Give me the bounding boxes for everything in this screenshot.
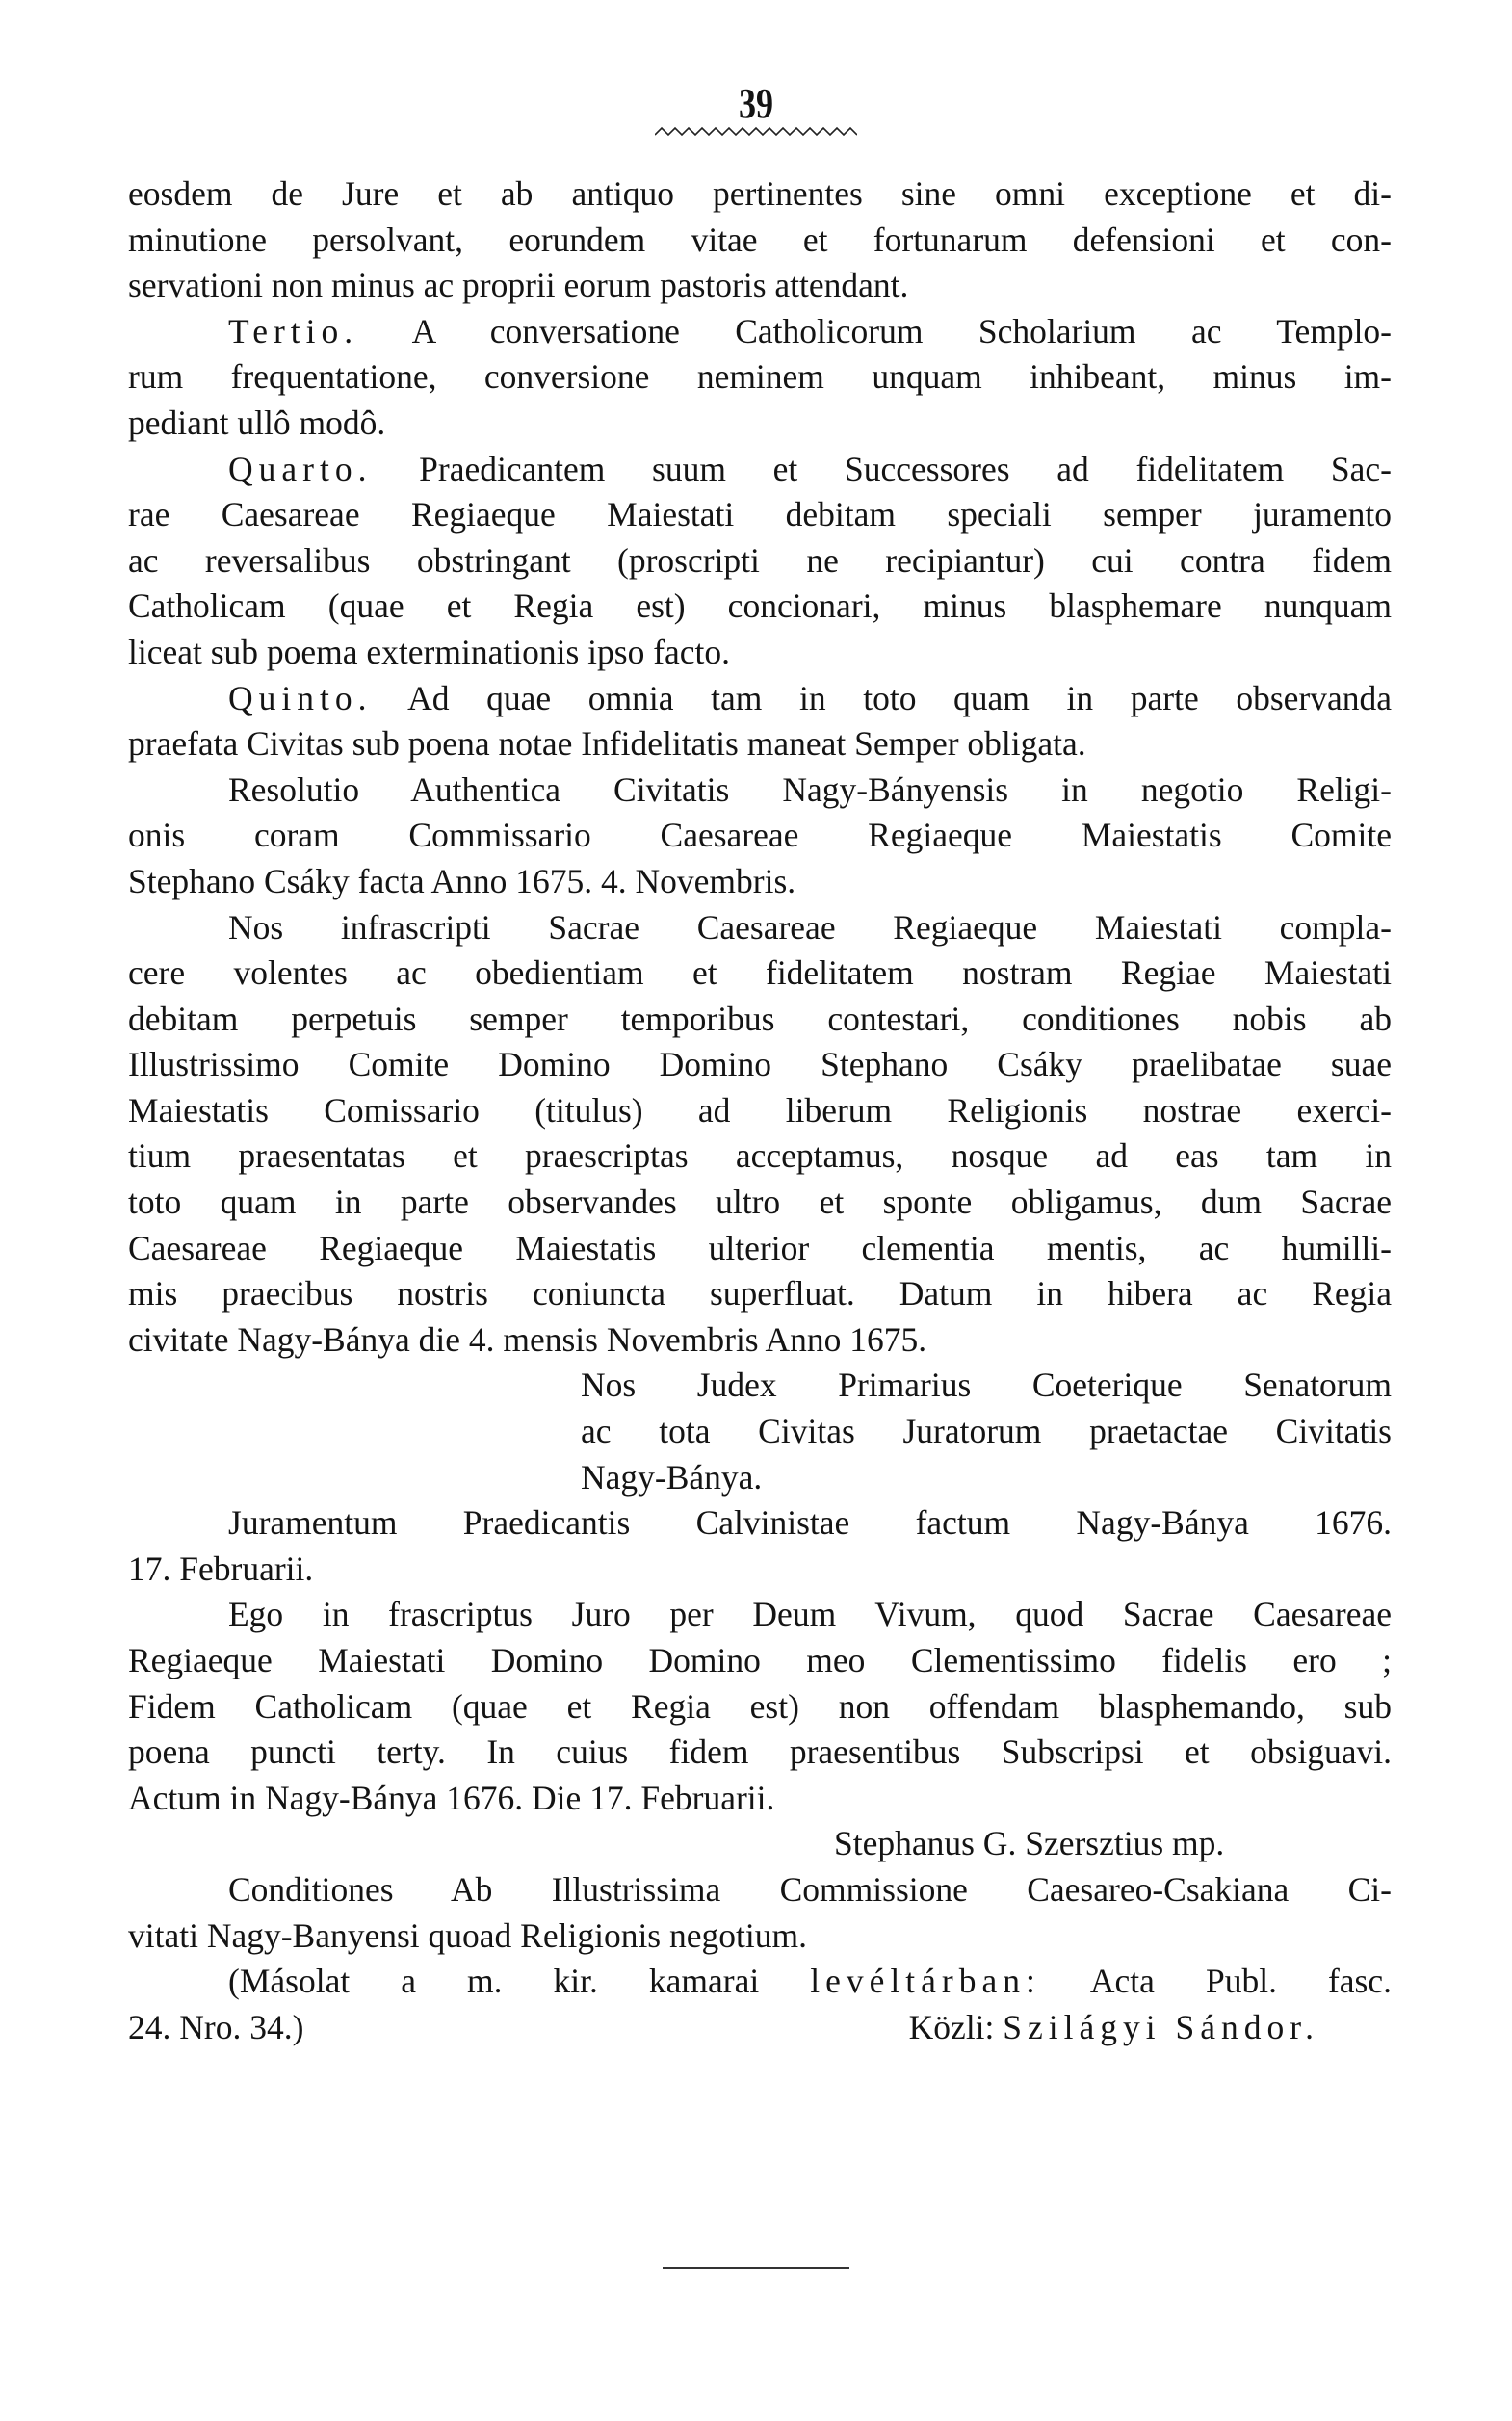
source-note-line [128, 1959, 1392, 2005]
text-line: Maiestatis Comissario (titulus) ad liberum Religionis nostrae exerci- [128, 1090, 1392, 1130]
text-line: Ego in frascriptus Juro per Deum Vivum, quod Sacrae Caesareae [228, 1595, 1392, 1634]
text-line: civitate Nagy-Bánya die 4. mensis Novembris Anno 1675. [128, 1319, 927, 1359]
text-line: ac reversalibus obstringant (proscripti ne recipiantur) cui contra fidem [128, 540, 1392, 580]
text-line: rae Caesareae Regiaeque Maiestati debitam speciali semper juramento [128, 495, 1392, 534]
text-line: poena puncti terty. In cuius fidem praesentibus Subscripsi et obsiguavi. [128, 1732, 1392, 1772]
text-line: Stephano Csáky facta Anno 1675. 4. Novembris. [128, 861, 796, 900]
text-line: pediant ullô modô. [128, 403, 386, 442]
text-line [128, 447, 1392, 493]
text-line [128, 676, 1392, 722]
text-fragment: levéltárban: [810, 1962, 1041, 2001]
signature-line: Stephanus G. Szersztius mp. [834, 1824, 1225, 1863]
text-line: liceat sub poema exterminationis ipso facto. [128, 632, 731, 671]
text-fragment: A conversatione Catholicorum Scholarium ac Templo- [358, 311, 1392, 351]
text-fragment: Közli: [908, 2007, 1004, 2046]
text-line: Illustrissimo Comite Domino Domino Stephano Csáky praelibatae suae [128, 1045, 1392, 1084]
source-note-line [128, 2005, 1392, 2051]
signature-line: ac tota Civitas Juratorum praetactae Civitatis [581, 1412, 1392, 1451]
signature-line: Nos Judex Primarius Coeterique Senatorum [581, 1366, 1392, 1405]
text-line: onis coram Commissario Caesareae Regiaeque Maiestatis Comite [128, 816, 1392, 855]
text-fragment: (Másolat a m. kir. kamarai [228, 1962, 811, 2001]
text-line: servationi non minus ac proprii eorum pastoris attendant. [128, 266, 909, 305]
text-line: Nos infrascripti Sacrae Caesareae Regiaeque Maiestati compla- [228, 907, 1392, 947]
text-line: minutione persolvant, eorundem vitae et fortunarum defensioni et con- [128, 220, 1392, 259]
text-line: Actum in Nagy-Bánya 1676. Die 17. Februarii. [128, 1778, 775, 1817]
text-line: eosdem de Jure et ab antiquo pertinentes sine omni exceptione et di- [128, 174, 1392, 213]
text-line: Regiaeque Maiestati Domino Domino meo Clementissimo fidelis ero ; [128, 1641, 1392, 1679]
author-credit [909, 2005, 1392, 2051]
heading-line: Juramentum Praedicantis Calvinistae factum Nagy-Bánya 1676. [228, 1503, 1392, 1543]
section-lead-tertio: Tertio. [228, 311, 359, 351]
section-lead-quinto: Quinto. [228, 678, 373, 717]
section-lead-quarto: Quarto. [228, 449, 373, 488]
archive-reference: 24. Nro. 34.) [128, 2007, 304, 2046]
text-line: toto quam in parte observandes ultro et sponte obligamus, dum Sacrae [128, 1183, 1392, 1222]
text-line: mis praecibus nostris coniuncta superfluat. Datum in hibera ac Regia [128, 1274, 1392, 1314]
author-name: Szilágyi Sándor. [1003, 2007, 1319, 2046]
text-line: debitam perpetuis semper temporibus contestari, conditiones nobis ab [128, 999, 1392, 1038]
text-fragment: Praedicantem suum et Successores ad fidelitatem Sac- [372, 449, 1392, 488]
text-line: tium praesentatas et praescriptas acceptamus, nosque ad eas tam in [128, 1136, 1392, 1176]
page-number: 39 [738, 80, 774, 127]
ornament-wavy-rule-icon [655, 125, 857, 139]
text-line: Catholicam (quae et Regia est) concionari, minus blasphemare nunquam [128, 586, 1392, 626]
text-line: cere volentes ac obedientiam et fidelitatem nostram Regiae Maiestati [128, 953, 1392, 993]
text-line: Caesareae Regiaeque Maiestatis ulterior clementia mentis, ac humilli- [128, 1228, 1392, 1267]
heading-line: 17. Februarii. [128, 1549, 314, 1588]
text-fragment: Acta Publ. fasc. [1040, 1962, 1393, 2001]
text-line: vitati Nagy-Banyensi quoad Religionis negotium. [128, 1915, 807, 1955]
signature-line: Nagy-Bánya. [581, 1457, 763, 1497]
text-line: rum frequentatione, conversione neminem unquam inhibeant, minus im- [128, 357, 1392, 397]
text-fragment: Ad quae omnia tam in toto quam in parte observanda [372, 678, 1392, 717]
document-body [128, 171, 1392, 2050]
end-rule-divider [663, 2267, 849, 2269]
text-line [128, 309, 1392, 355]
text-line: Conditiones Ab Illustrissima Commissione Caesareo-Csakiana Ci- [228, 1869, 1392, 1909]
text-line: Fidem Catholicam (quae et Regia est) non offendam blasphemando, sub [128, 1686, 1392, 1726]
text-line: praefata Civitas sub poena notae Infidelitatis maneat Semper obligata. [128, 724, 1086, 764]
text-line: Resolutio Authentica Civitatis Nagy-Bányensis in negotio Religi- [228, 769, 1392, 809]
